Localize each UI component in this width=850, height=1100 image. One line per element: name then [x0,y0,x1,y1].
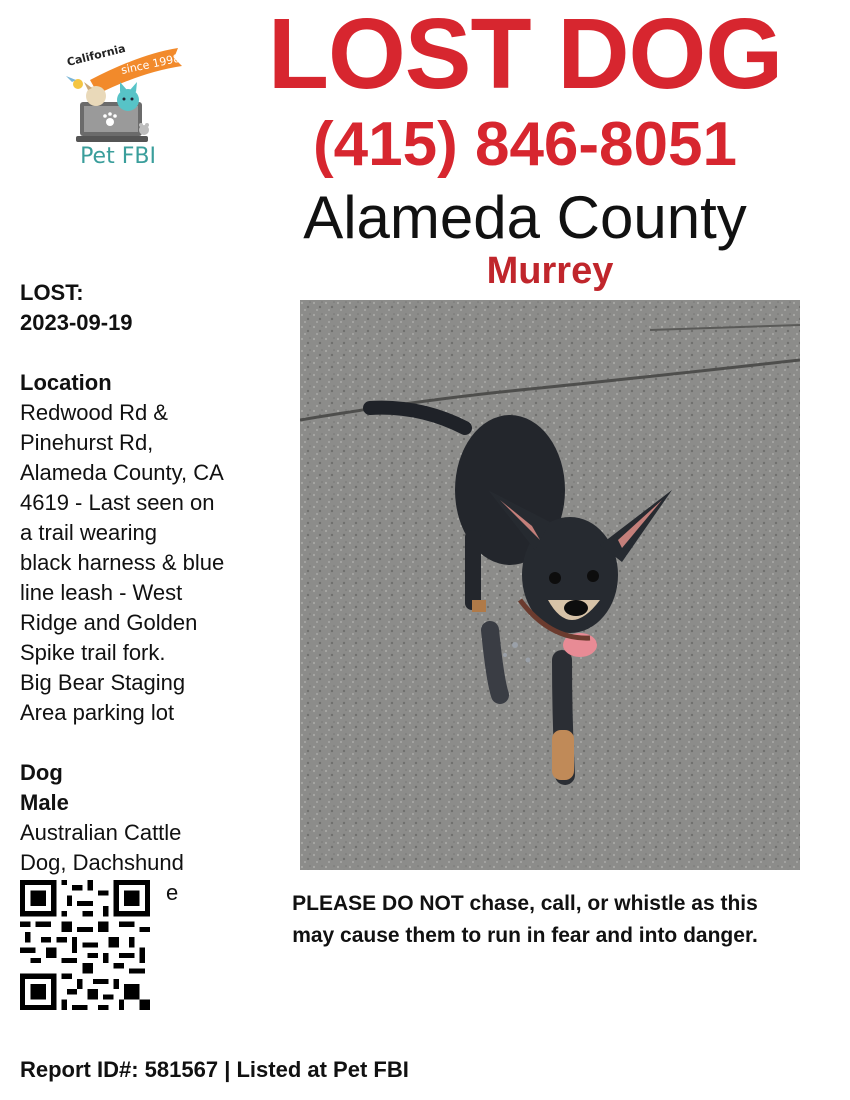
location-line: Spike trail fork. [20,640,166,665]
breed-line: Dog, Dachshund [20,850,184,875]
details-column [20,278,290,908]
dog-photo [300,300,800,870]
notice-line: may cause them to run in fear and into danger. [292,924,758,947]
logo-brand-text: Pet FBI [80,144,156,169]
location-line: Redwood Rd & [20,400,168,425]
location-label: Location [20,370,112,395]
location-line: line leash - West [20,580,183,605]
logo-since-text: since 1998 [119,51,182,77]
contact-phone: (415) 846-8051 [313,110,737,179]
location-line: Alameda County, CA [20,460,224,485]
breed-line-partial: e [166,880,179,905]
location-line: Pinehurst Rd, [20,430,154,455]
breed-line: Australian Cattle [20,820,182,845]
species: Dog [20,760,63,785]
location-line: 4619 - Last seen on [20,490,215,515]
report-footer: Report ID#: 581567 | Listed at Pet FBI [20,1057,409,1082]
warning-notice [240,888,810,952]
location-line: Area parking lot [20,700,175,725]
qr-code[interactable] [20,880,150,1010]
location-line: Ridge and Golden [20,610,198,635]
location-line: black harness & blue [20,550,225,575]
page-title: LOST DOG [267,0,783,110]
pet-name: Murrey [486,250,614,292]
logo-region-text: California [65,41,127,69]
sex: Male [20,790,69,815]
lost-label: LOST: [20,280,84,305]
location-line: Big Bear Staging [20,670,186,695]
notice-line: PLEASE DO NOT chase, call, or whistle as this [292,892,758,915]
location-line: a trail wearing [20,520,157,545]
county-name: Alameda County [303,184,747,251]
lost-date: 2023-09-19 [20,310,133,335]
